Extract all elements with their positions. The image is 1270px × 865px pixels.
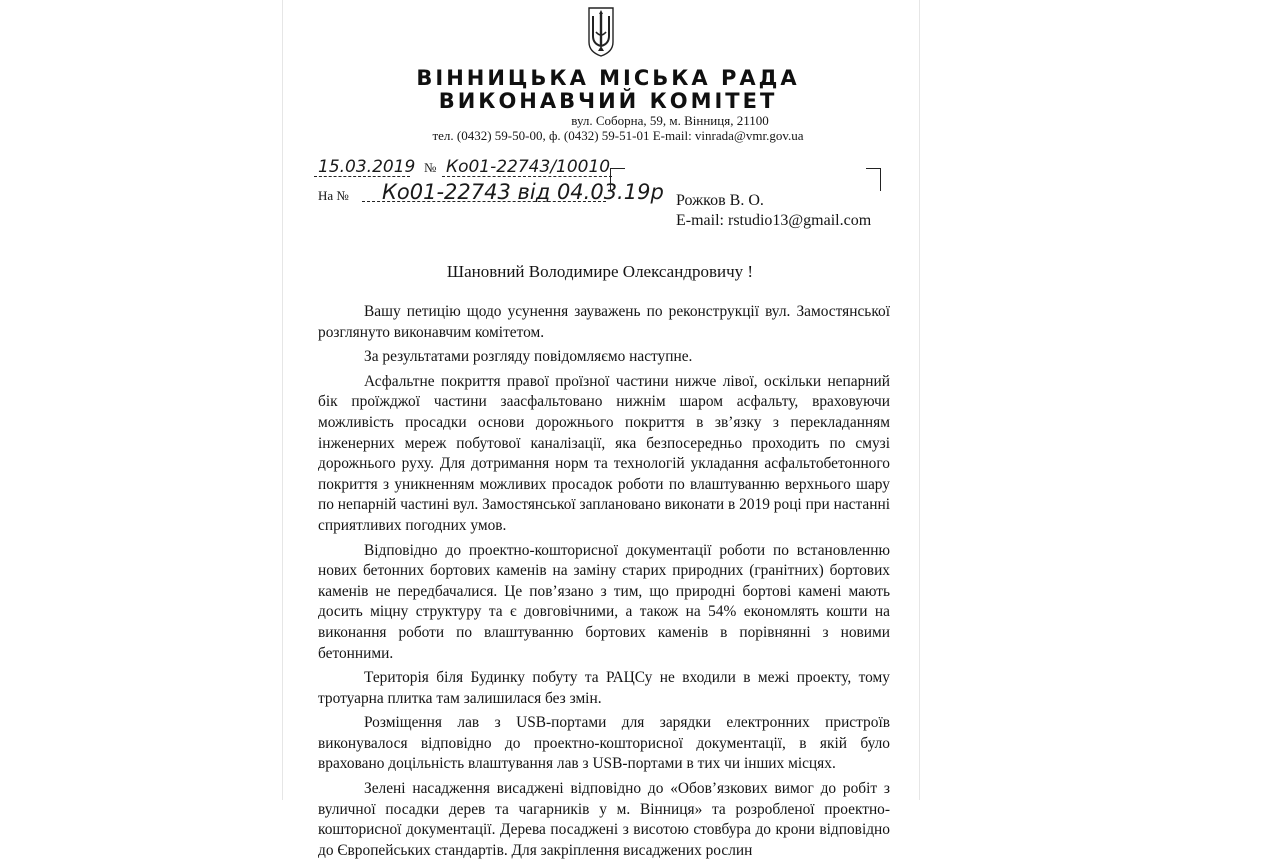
registration-date: 15.03.2019 xyxy=(318,157,416,177)
recipient-email: E-mail: rstudio13@gmail.com xyxy=(676,212,872,229)
trident-emblem-icon xyxy=(586,4,616,58)
recipient-name: Рожков В. О. xyxy=(676,192,764,209)
date-underline xyxy=(314,175,410,177)
reply-underline xyxy=(362,200,606,202)
paragraph: За результатами розгляду повідомляємо наступне. xyxy=(364,348,693,366)
number-underline xyxy=(442,175,612,177)
reply-number-label: На № xyxy=(318,188,349,203)
address-corner-right xyxy=(866,168,881,191)
paragraph: Розміщення лав з USB-портами для зарядки електронних пристроїв виконувалося відповідно до проектно-кошторисної документації, в якій було враховано доцільність влаштування лав з USB-портами в тих чи інших місцях. xyxy=(318,714,890,773)
letter-body xyxy=(318,302,890,865)
paragraph: Територія біля Будинку побуту та РАЦСу не входили в межі проекту, тому тротуарна плитка там залишилася без змін. xyxy=(318,669,890,707)
salutation: Шановний Володимире Олександровичу ! xyxy=(446,262,754,281)
organization-subtitle: ВИКОНАВЧИЙ КОМІТЕТ xyxy=(438,89,778,113)
organization-contacts: тел. (0432) 59-50-00, ф. (0432) 59-51-01 E-mail: vinrada@vmr.gov.ua xyxy=(432,128,804,143)
organization-name: ВІННИЦЬКА МІСЬКА РАДА xyxy=(416,66,800,90)
paragraph: Зелені насадження висаджені відповідно до «Обов’язкових вимог до робіт з вуличної посадки дерев та чагарників у м. Вінниця» та розробленої проектно-кошторисної документації. Дерева посаджені з висотою стовбура до крони відповідно до Європейських стандартів. Для закріплення висаджених рослин xyxy=(318,780,890,859)
registration-number: Ко01-22743/10010 xyxy=(446,157,611,177)
paragraph: Вашу петицію щодо усунення зауважень по реконструкції вул. Замостянської розглянуто виконавчим комітетом. xyxy=(318,303,890,341)
address-corner-left xyxy=(610,168,625,191)
paragraph: Асфальтне покриття правої проїзної частини нижче лівої, оскільки непарний бік проїжджої частини заасфальтовано нижнім шаром асфальту, враховуючи можливість просадки основи дорожнього покриття в зв’язку з перекладанням інженерних мереж побутової каналізації, яка безпосередньо проходить по смузі дорожнього руху. Для дотримання норм та технологій укладання асфальтобетонного покриття з уникненням можливих просадок роботи по влаштуванню верхнього шару по непарній частині вул. Замостянської заплановано виконати в 2019 році при настанні сприятливих погодних умов. xyxy=(318,372,890,534)
paragraph: Відповідно до проектно-кошторисної документації роботи по встановленню нових бетонних бортових каменів на заміну старих природних (гранітних) бортових каменів не передбачалися. Це пов’язано з тим, що природні бортові камені мають досить міцну структуру та є довговічними, а також на 54% економлять кошти на виконання роботи по влаштуванню бортових каменів в порівнянні з новими бетонними. xyxy=(318,541,890,662)
organization-address: вул. Соборна, 59, м. Вінниця, 21100 xyxy=(571,113,769,128)
reply-number: Ко01-22743 від 04.03.19р xyxy=(382,180,664,204)
registration-number-label: № xyxy=(424,160,437,175)
